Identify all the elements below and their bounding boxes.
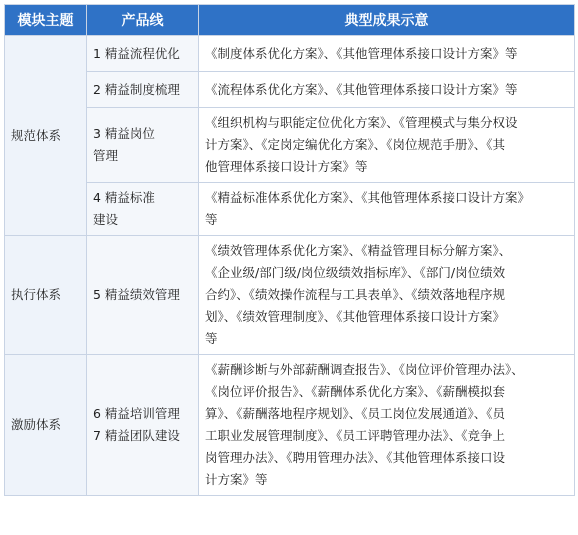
product-cell	[87, 72, 199, 108]
product-cell	[87, 183, 199, 236]
product-line-text: 7 精益团队建设	[93, 428, 180, 443]
result-line-text: 算》、《薪酬落地程序规划》、《员工岗位发展通道》、《员	[205, 406, 506, 421]
result-cell	[199, 355, 575, 496]
result-line-text: 《制度体系优化方案》、《其他管理体系接口设计方案》等	[205, 45, 518, 61]
table-row	[5, 72, 575, 108]
result-cell	[199, 183, 575, 236]
result-line-text: 《岗位评价报告》、《薪酬体系优化方案》、《薪酬模拟套	[205, 384, 506, 399]
result-line-text: 划》、《绩效管理制度》、《其他管理体系接口设计方案》	[205, 309, 506, 324]
result-line-text: 《绩效管理体系优化方案》、《精益管理目标分解方案》、	[205, 243, 512, 258]
product-cell	[87, 36, 199, 72]
result-line-text: 《精益标准体系优化方案》、《其他管理体系接口设计方案》	[205, 190, 531, 205]
result-line-text: 《组织机构与职能定位优化方案》、《管理模式与集分权设	[205, 115, 518, 130]
result-line-text: 《流程体系优化方案》、《其他管理体系接口设计方案》等	[205, 81, 518, 97]
product-line-text: 2 精益制度梳理	[93, 81, 180, 97]
product-line-text: 3 精益岗位	[93, 126, 155, 141]
header-typical-results: 典型成果示意	[199, 5, 575, 36]
product-line-text: 4 精益标准	[93, 190, 155, 205]
product-cell	[87, 108, 199, 183]
result-cell	[199, 72, 575, 108]
result-line-text: 计方案》等	[205, 472, 268, 487]
table-row	[5, 355, 575, 496]
result-cell	[199, 236, 575, 355]
product-cell	[87, 355, 199, 496]
product-line-text: 6 精益培训管理	[93, 406, 180, 421]
result-line-text: 他管理体系接口设计方案》等	[205, 159, 368, 174]
module-cell: 规范体系	[5, 36, 87, 236]
table-row	[5, 236, 575, 355]
product-line-text: 1 精益流程优化	[93, 45, 180, 61]
table-header-row	[5, 5, 575, 36]
result-line-text: 《薪酬诊断与外部薪酬调查报告》、《岗位评价管理办法》、	[205, 362, 524, 377]
result-cell	[199, 36, 575, 72]
result-line-text: 计方案》、《定岗定编优化方案》、《岗位规范手册》、《其	[205, 137, 506, 152]
result-line-text: 等	[205, 212, 218, 227]
module-cell: 激励体系	[5, 355, 87, 496]
table-row	[5, 108, 575, 183]
product-line-text: 建设	[93, 212, 119, 227]
product-cell	[87, 236, 199, 355]
result-line-text: 工职业发展管理制度》、《员工评聘管理办法》、《竞争上	[205, 428, 506, 443]
result-line-text: 岗管理办法》、《聘用管理办法》、《其他管理体系接口设	[205, 450, 506, 465]
result-table	[4, 4, 575, 496]
product-line-text: 5 精益绩效管理	[93, 287, 180, 302]
result-line-text: 《企业级/部门级/岗位级绩效指标库》、《部门/岗位绩效	[205, 265, 506, 280]
result-line-text: 等	[205, 331, 218, 346]
result-line-text: 合约》、《绩效操作流程与工具表单》、《绩效落地程序规	[205, 287, 506, 302]
table-row	[5, 183, 575, 236]
header-module: 模块主题	[5, 5, 87, 36]
result-cell	[199, 108, 575, 183]
product-line-text: 管理	[93, 148, 119, 163]
module-cell: 执行体系	[5, 236, 87, 355]
table-row	[5, 36, 575, 72]
header-product-line: 产品线	[87, 5, 199, 36]
